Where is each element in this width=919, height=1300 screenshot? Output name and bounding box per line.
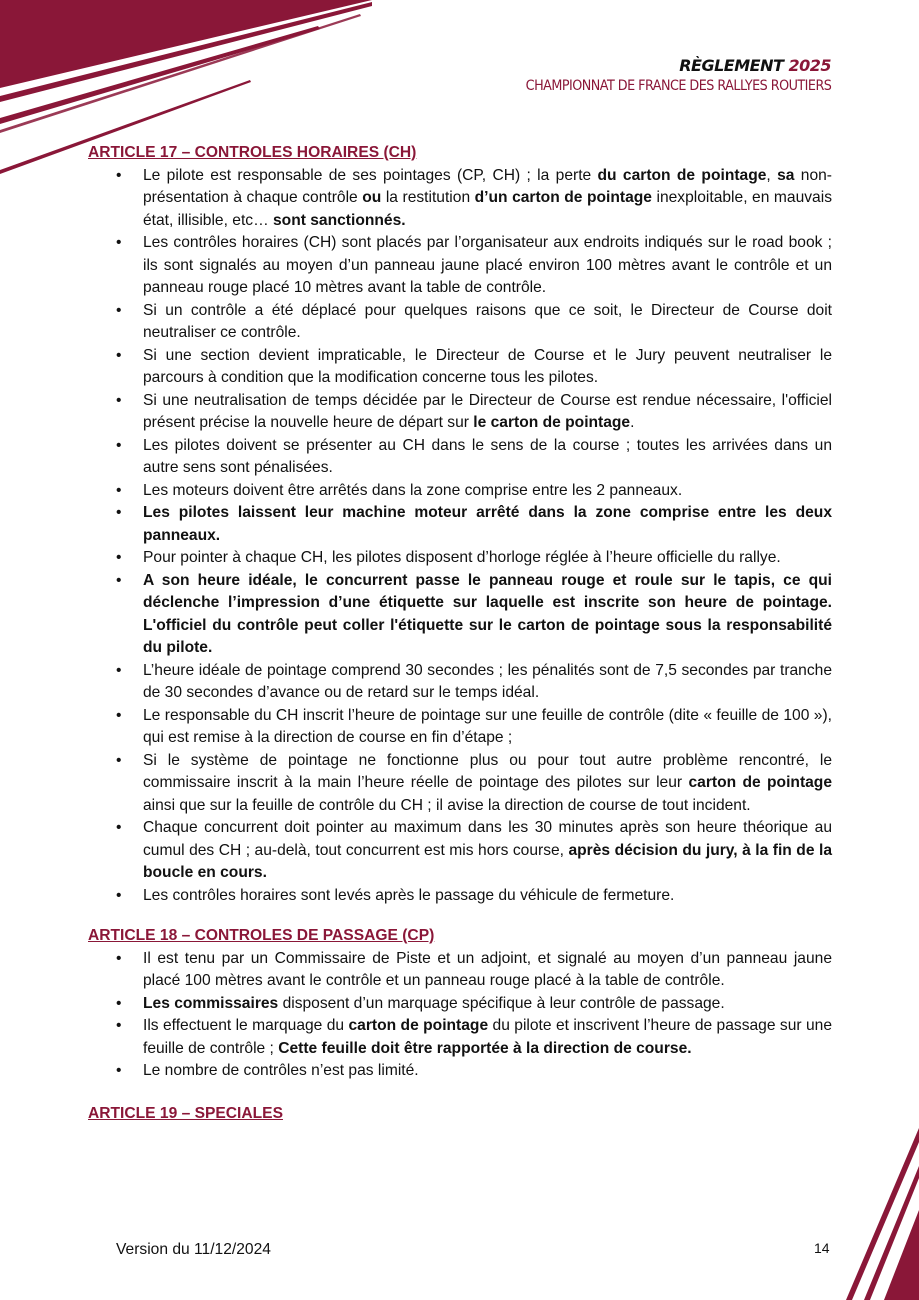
list-item bbox=[88, 480, 832, 503]
text-run: Si le système de pointage ne fonctionne plus ou pour tout autre problème rencontré, le commissaire inscrit à la main l’heure réelle de pointage des pilotes sur leur bbox=[143, 751, 832, 791]
list-item bbox=[88, 502, 832, 547]
text-run: Le nombre de contrôles n’est pas limité. bbox=[143, 1062, 419, 1079]
text-run: Les pilotes doivent se présenter au CH dans le sens de la course ; toutes les arrivées dans un autre sens sont pénalisées. bbox=[143, 436, 832, 476]
text-run: Le responsable du CH inscrit l’heure de pointage sur une feuille de contrôle (dite « feuille de 100 »), qui est remise à la direction de course en fin d’étape ; bbox=[143, 706, 832, 746]
bold-text: le carton de pointage bbox=[473, 414, 631, 431]
list-item bbox=[88, 547, 832, 570]
list-item bbox=[88, 165, 832, 233]
list-item bbox=[88, 705, 832, 750]
text-run: la restitution bbox=[381, 189, 475, 206]
list-item bbox=[88, 435, 832, 480]
list-item bbox=[88, 345, 832, 390]
bold-text: Les commissaires bbox=[143, 994, 279, 1012]
text-run: , bbox=[766, 166, 778, 184]
bold-text: ou bbox=[362, 189, 382, 206]
bold-text: d’un carton de pointage bbox=[474, 189, 652, 206]
text-run: L’heure idéale de pointage comprend 30 secondes ; les pénalités sont de 7,5 secondes par tranche de 30 secondes d’avance ou de retard sur le temps idéal. bbox=[143, 661, 832, 701]
list-item bbox=[88, 390, 832, 435]
list-item bbox=[88, 660, 832, 705]
list-item bbox=[88, 993, 832, 1016]
text-run: . bbox=[630, 414, 635, 431]
list-item bbox=[88, 885, 832, 908]
page-number: 14 bbox=[814, 1240, 830, 1256]
text-run: Les contrôles horaires (CH) sont placés par l’organisateur aux endroits indiqués sur le road book ; ils sont signalés au moyen d’un panneau jaune placé environ 100 mètres avant le contrôle et un panneau rouge placé 10 mètres avant la table de contrôle. bbox=[143, 234, 832, 296]
text-run: Il est tenu par un Commissaire de Piste et un adjoint, et signalé au moyen d’un panneau jaune placé 100 mètres avant le contrôle et un panneau rouge placé à la table de contrôle. bbox=[143, 949, 832, 989]
text-run: Ils effectuent le marquage du bbox=[143, 1017, 349, 1034]
text-run: Chaque concurrent doit pointer au maximum dans les 30 minutes après son heure théorique au cumul des CH ; au-delà, tout concurrent est mis hors course, bbox=[143, 819, 832, 859]
list-item bbox=[88, 1015, 832, 1060]
list-item bbox=[88, 817, 832, 885]
text-run: Si un contrôle a été déplacé pour quelques raisons que ce soit, le Directeur de Course doit neutraliser ce contrôle. bbox=[143, 301, 832, 341]
bold-text: A son heure idéale, le concurrent passe le panneau rouge et roule sur le tapis, ce qui déclenche l’impression d’une étiquette sur laquelle est inscrite son heure de pointage. L'officiel du contrôle peut coller l'étiquette sur le carton de pointage sous la responsabilité du pilote. bbox=[143, 571, 832, 656]
bold-text: Les pilotes laissent leur machine moteur arrêté dans la zone comprise entre les deux panneaux. bbox=[143, 504, 832, 544]
text-run: disposent d’un marquage spécifique à leur contrôle de passage. bbox=[278, 994, 725, 1012]
footer-version: Version du 11/12/2024 bbox=[116, 1241, 271, 1258]
text-run: du pilote et inscrivent l’heure de passage sur une feuille de contrôle ; bbox=[143, 1017, 832, 1057]
bold-text: du carton de pointage bbox=[597, 166, 767, 184]
article-18-list bbox=[88, 948, 832, 1083]
article-17-heading: ARTICLE 17 – CONTROLES HORAIRES (CH) bbox=[88, 144, 417, 161]
text-run: Si une neutralisation de temps décidée par le Directeur de Course est rendue nécessaire, l'officiel présent précise la nouvelle heure de départ sur bbox=[143, 391, 832, 431]
header-title-word: RÈGLEMENT bbox=[679, 56, 784, 75]
text-run: Les moteurs doivent être arrêtés dans la zone comprise entre les 2 panneaux. bbox=[143, 481, 683, 499]
bold-text: carton de pointage bbox=[348, 1017, 489, 1034]
header-title bbox=[484, 56, 831, 75]
header-title-year: 2025 bbox=[788, 56, 831, 75]
article-18-heading: ARTICLE 18 – CONTROLES DE PASSAGE (CP) bbox=[88, 927, 435, 944]
text-run: Le pilote est responsable de ses pointages (CP, CH) ; la perte bbox=[143, 166, 598, 184]
bold-text: après décision du jury, à la fin de la boucle en cours. bbox=[143, 841, 832, 881]
list-item bbox=[88, 948, 832, 993]
text-run: inexploitable, en mauvais état, illisible, etc… bbox=[143, 189, 832, 229]
document-header bbox=[484, 56, 831, 94]
bold-text: Cette feuille doit être rapportée à la direction de course. bbox=[278, 1039, 692, 1057]
text-run: non-présentation à chaque contrôle bbox=[143, 166, 832, 206]
text-run: Les contrôles horaires sont levés après le passage du véhicule de fermeture. bbox=[143, 886, 675, 904]
bold-text: sont sanctionnés. bbox=[273, 211, 406, 229]
list-item bbox=[88, 750, 832, 818]
list-item bbox=[88, 232, 832, 300]
article-19-heading: ARTICLE 19 – SPECIALES bbox=[88, 1104, 283, 1122]
article-17-list bbox=[88, 165, 832, 908]
list-item bbox=[88, 570, 832, 660]
text-run: Si une section devient impraticable, le Directeur de Course et le Jury peuvent neutraliser le parcours à condition que la modification concerne tous les pilotes. bbox=[143, 346, 832, 386]
list-item bbox=[88, 1060, 832, 1083]
document-body bbox=[88, 142, 832, 1125]
text-run: Pour pointer à chaque CH, les pilotes disposent d’horloge réglée à l’heure officielle du rallye. bbox=[143, 549, 781, 566]
text-run: ainsi que sur la feuille de contrôle du CH ; il avise la direction de course de tout incident. bbox=[143, 796, 751, 814]
list-item bbox=[88, 300, 832, 345]
bold-text: carton de pointage bbox=[688, 774, 833, 791]
bold-text: sa bbox=[777, 166, 795, 184]
header-subtitle: CHAMPIONNAT DE FRANCE DES RALLYES ROUTIERS bbox=[525, 78, 831, 94]
